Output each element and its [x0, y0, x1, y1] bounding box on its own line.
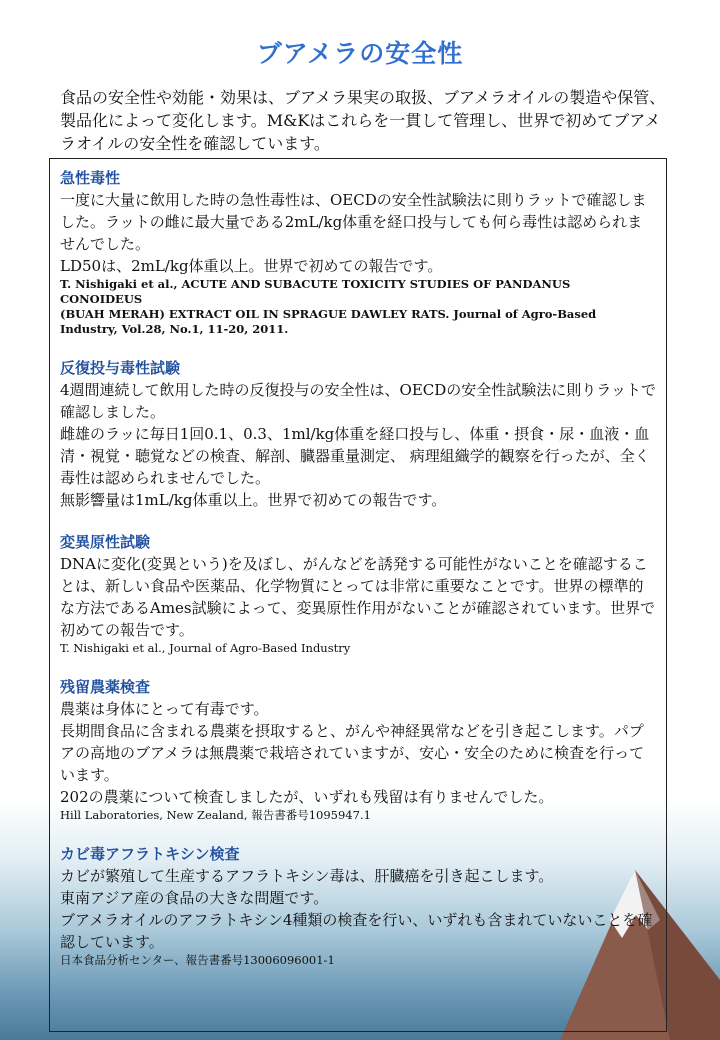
reference: T. Nishigaki et al., ACUTE AND SUBACUTE TOXICITY STUDIES OF PANDANUS CONOIDEUS: [60, 277, 571, 306]
section-aflatoxin: [60, 843, 656, 968]
section-text: カビが繁殖して生産するアフラトキシン毒は、肝臓癌を引き起こします。: [60, 867, 554, 885]
section-heading: 変異原性試験: [60, 533, 151, 551]
section-text: 農薬は身体にとって有毒です。: [60, 700, 269, 718]
section-text: 長期間食品に含まれる農薬を摂取すると、がんや神経異常などを引き起こします。パプアの高地のブアメラは無農薬で栽培されていますが、安心・安全のために検査を行っています。: [60, 722, 645, 784]
section-repeated-dose: [60, 357, 656, 511]
section-text: DNAに変化(変異という)を及ぼし、がんなどを誘発する可能性がないことを確認することは、新しい食品や医薬品、化学物質にとっては非常に重要なことです。世界の標準的な方法であるAmes試験によって、変異原性作用がないことが確認されています。世界で初めての報告です。: [60, 555, 656, 639]
section-text: 無影響量は1mL/kg体重以上。世界で初めての報告です。: [60, 491, 447, 509]
content-box: [49, 158, 667, 1032]
section-text: 202の農薬について検査しましたが、いずれも残留は有りませんでした。: [60, 788, 554, 806]
intro-paragraph: 食品の安全性や効能・効果は、ブアメラ果実の取扱、ブアメラオイルの製造や保管、製品化によって変化します。M&Kはこれらを一貫して管理し、世界で初めてブアメラオイルの安全性を確認しています。: [60, 88, 666, 153]
section-pesticide: [60, 676, 656, 823]
section-text: 東南アジア産の食品の大きな問題です。: [60, 889, 329, 907]
section-acute-toxicity: [60, 167, 656, 337]
section-heading: カビ毒アフラトキシン検査: [60, 845, 240, 863]
section-heading: 残留農薬検査: [60, 678, 151, 696]
page-title: ブアメラの安全性: [256, 39, 464, 68]
reference: T. Nishigaki et al., Journal of Agro-Based Industry: [60, 641, 351, 655]
section-text: LD50は、2mL/kg体重以上。世界で初めての報告です。: [60, 257, 443, 275]
section-text: ブアメラオイルのアフラトキシン4種類の検査を行い、いずれも含まれていないことを確認しています。: [60, 911, 653, 951]
reference: (BUAH MERAH) EXTRACT OIL IN SPRAGUE DAWLEY RATS. Journal of Agro-Based Industry, Vol.28, No.1, 11-20, 2011.: [60, 307, 597, 336]
section-heading: 反復投与毒性試験: [60, 359, 181, 377]
reference: 日本食品分析センター、報告書番号13006096001-1: [60, 953, 335, 967]
section-text: 4週間連続して飲用した時の反復投与の安全性は、OECDの安全性試験法に則りラットで確認しました。: [60, 381, 656, 421]
reference: Hill Laboratories, New Zealand, 報告書番号1095947.1: [60, 808, 371, 822]
section-mutagenicity: [60, 531, 656, 656]
section-heading: 急性毒性: [60, 169, 121, 187]
section-text: 雌雄のラッに毎日1回0.1、0.3、1ml/kg体重を経口投与し、体重・摂食・尿・血液・血清・視覚・聴覚などの検査、解剖、臓器重量測定、 病理組織学的観察を行ったが、全く毒性は認められませんでした。: [60, 425, 650, 487]
section-text: 一度に大量に飲用した時の急性毒性は、OECDの安全性試験法に則りラットで確認しました。ラットの雌に最大量である2mL/kg体重を経口投与しても何ら毒性は認められませんでした。: [60, 191, 647, 253]
